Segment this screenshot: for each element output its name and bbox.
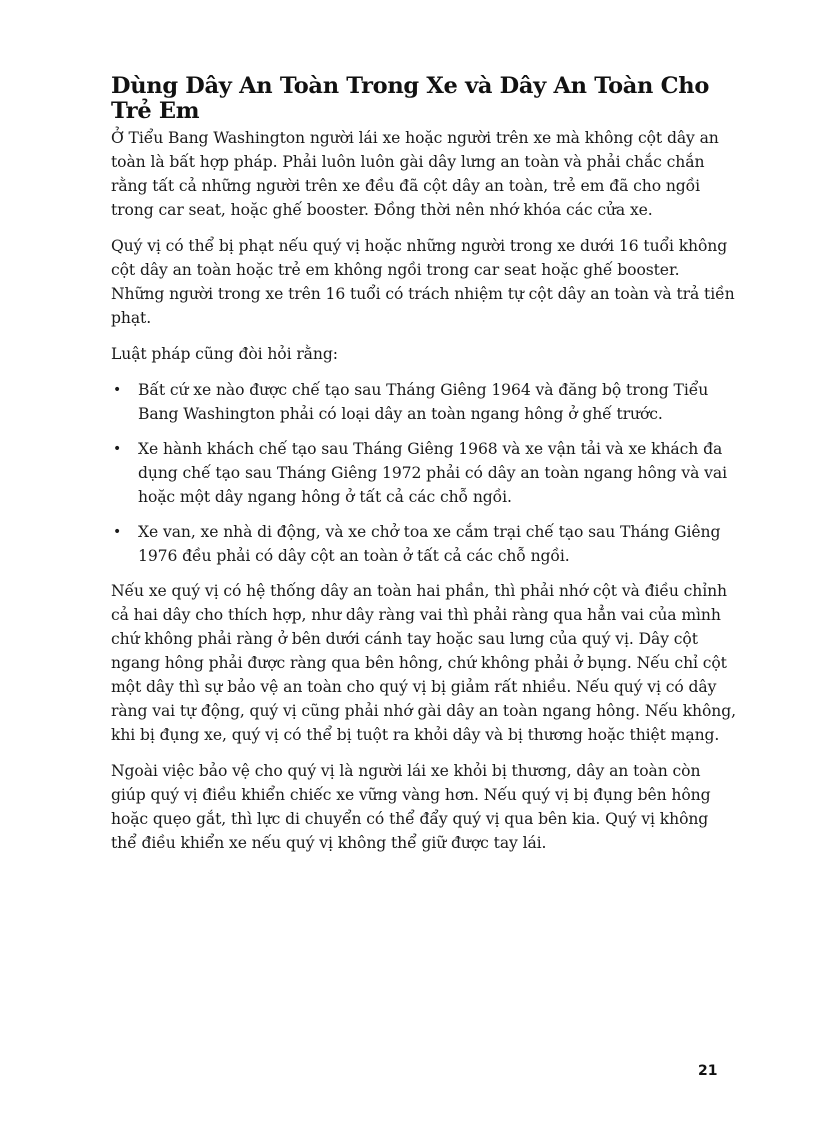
paragraph-fines: Quý vị có thể bị phạt nếu quý vị hoặc những người trong xe dưới 16 tuổi không cột dây an toàn hoặc trẻ em không ngồi trong car seat hoặc ghế booster. Những người trong xe trên 16 tuổi có trách nhiệm tự cột dây an toàn và trả tiền phạt. [111,237,735,327]
page-number: 21 [698,1063,718,1079]
document-body [111,74,736,867]
section-heading: Dùng Dây An Toàn Trong Xe và Dây An Toàn Cho Trẻ Em [111,73,710,124]
list-item-text: Xe hành khách chế tạo sau Tháng Giêng 1968 và xe vận tải và xe khách đa dụng chế tạo sau Tháng Giêng 1972 phải có dây an toàn ngang hông và vai hoặc một dây ngang hông ở tất cả các chỗ ngồi. [138,440,727,506]
paragraph-two-part-belt: Nếu xe quý vị có hệ thống dây an toàn hai phần, thì phải nhớ cột và điều chỉnh cả hai dây cho thích hợp, như dây ràng vai thì phải ràng qua hẳn vai của mình chứ không phải ràng ở bên dưới cánh tay hoặc sau lưng của quý vị. Dây cột ngang hông phải được ràng qua bên hông, chứ không phải ở bụng. Nếu chỉ cột một dây thì sự bảo vệ an toàn cho quý vị bị giảm rất nhiều. Nếu quý vị có dây ràng vai tự động, quý vị cũng phải nhớ gài dây an toàn ngang hông. Nếu không, khi bị đụng xe, quý vị có thể bị tuột ra khỏi dây và bị thương hoặc thiệt mạng. [111,582,736,744]
requirements-list [111,378,736,568]
paragraph-seatbelt-law: Ở Tiểu Bang Washington người lái xe hoặc người trên xe mà không cột dây an toàn là bất hợp pháp. Phải luôn luôn gài dây lưng an toàn và phải chắc chắn rằng tất cả những người trên xe đều đã cột dây an toàn, trẻ em đã cho ngồi trong car seat, hoặc ghế booster. Đồng thời nên nhớ khóa các cửa xe. [111,129,719,219]
paragraph-law-requires: Luật pháp cũng đòi hỏi rằng: [111,345,338,363]
list-item [111,520,736,568]
bullet-icon: • [113,524,122,540]
list-item-text: Bất cứ xe nào được chế tạo sau Tháng Giêng 1964 và đăng bộ trong Tiểu Bang Washington phải có loại dây an toàn ngang hông ở ghế trước. [138,381,709,423]
list-item [111,437,736,509]
list-item-text: Xe van, xe nhà di động, và xe chở toa xe cắm trại chế tạo sau Tháng Giêng 1976 đều phải có dây cột an toàn ở tất cả các chỗ ngồi. [138,523,721,565]
bullet-icon: • [113,382,122,398]
bullet-icon: • [113,441,122,457]
paragraph-control-benefit: Ngoài việc bảo vệ cho quý vị là người lái xe khỏi bị thương, dây an toàn còn giúp quý vị điều khiển chiếc xe vững vàng hơn. Nếu quý vị bị đụng bên hông hoặc quẹo gắt, thì lực di chuyển có thể đẩy quý vị qua bên kia. Quý vị không thể điều khiển xe nếu quý vị không thể giữ được tay lái. [111,762,711,852]
list-item [111,378,736,426]
